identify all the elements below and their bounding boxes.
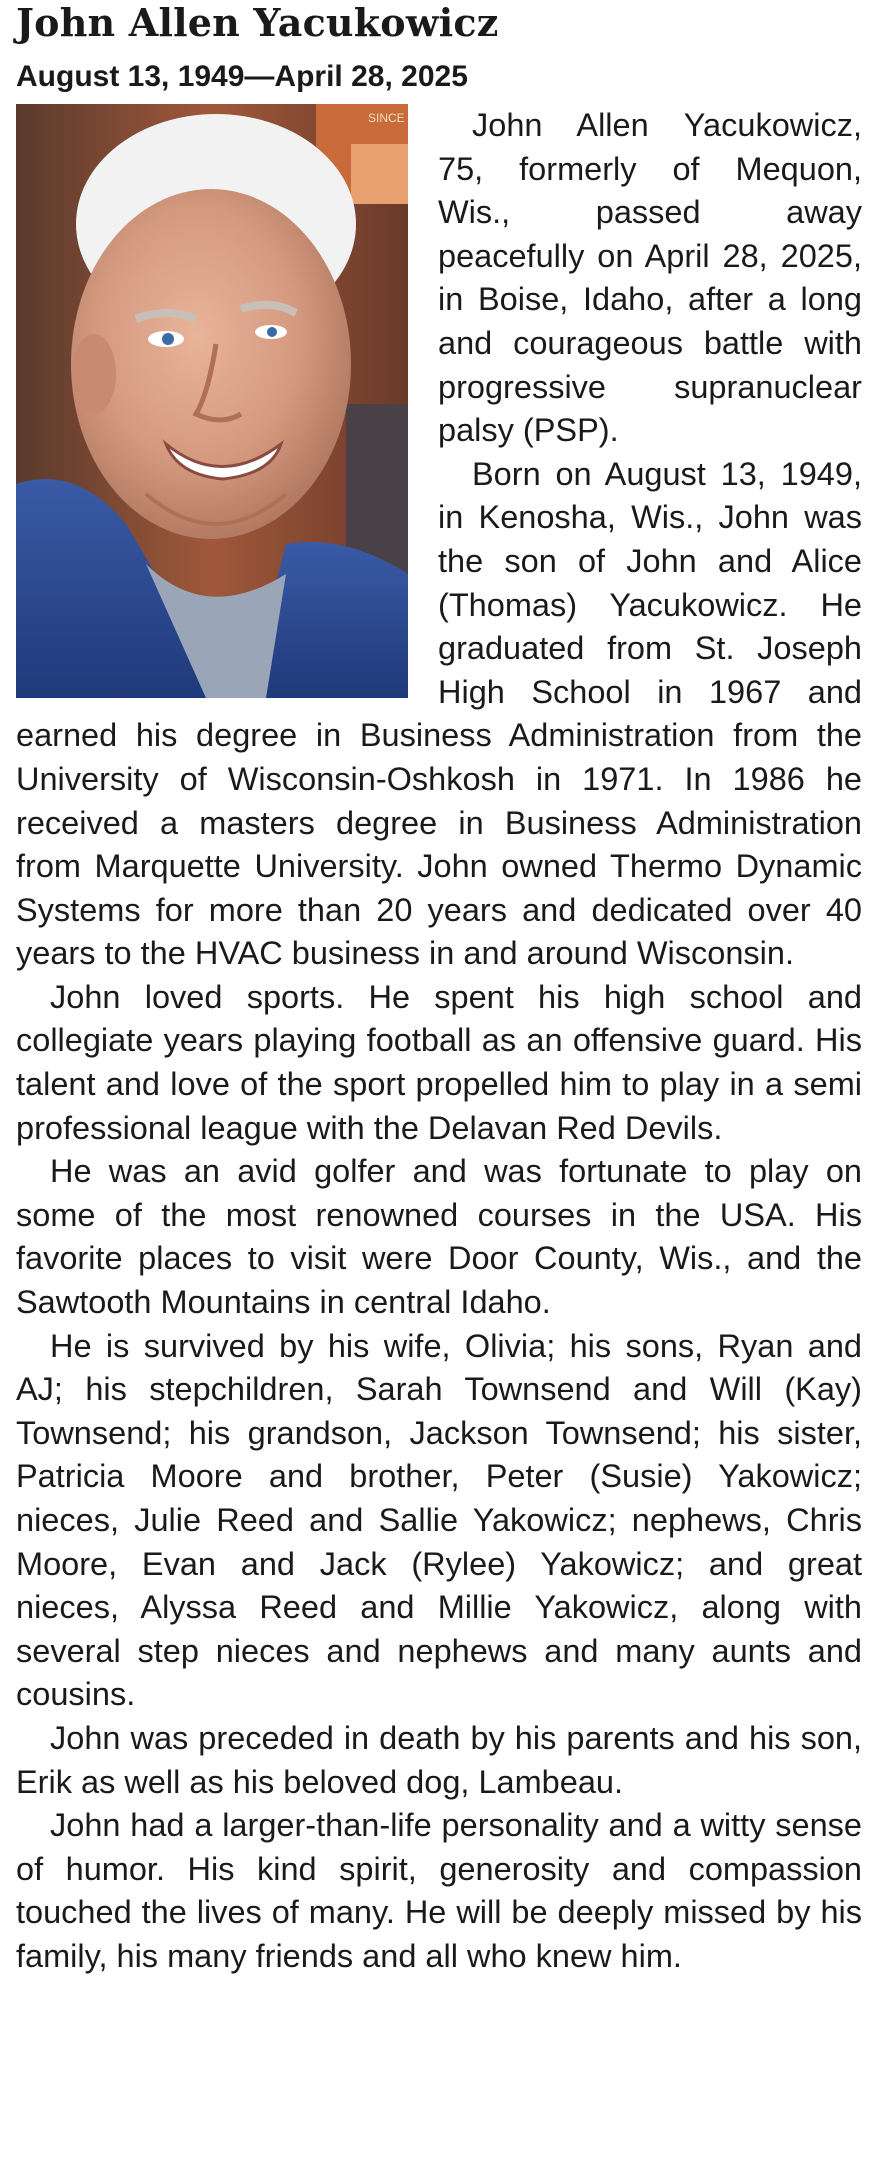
paragraph-4: He was an avid golfer and was fortunate to play on some of the most renowned courses in the USA. His favorite places to visit were Door County, Wis., and the Sawtooth Mountains in central Idaho. [16,1153,862,1321]
obituary-dates: August 13, 1949—April 28, 2025 [16,60,468,93]
obituary-name: John Allen Yacukowicz [16,0,499,45]
paragraph-1: John Allen Yacukowicz, 75, formerly of Mequon, Wis., passed away peacefully on April 28, 2025, in Boise, Idaho, after a long and courageous battle with progressive supranuclear palsy (PSP). [438,107,862,449]
paragraph-5: He is survived by his wife, Olivia; his sons, Ryan and AJ; his stepchildren, Sarah Townsend and Will (Kay) Townsend; his grandson, Jackson Townsend; his sister, Patricia Moore and brother, Peter (Susie) Yakowicz; nieces, Julie Reed and Sallie Yakowicz; nephews, Chris Moore, Evan and Jack (Rylee) Yakowicz; and great nieces, Alyssa Reed and Millie Yakowicz, along with several step nieces and nephews and many aunts and cousins. [16,1327,862,1713]
paragraph-7: John had a larger-than-life personality and a witty sense of humor. His kind spirit, generosity and compassion touched the lives of many. He will be deeply missed by his family, his many friends and all who knew him. [16,1807,862,1974]
paragraph-3: John loved sports. He spent his high school and collegiate years playing football as an offensive guard. His talent and love of the sport propelled him to play in a semi professional league with the Delavan Red Devils. [16,978,862,1146]
obituary [16,0,862,1979]
paragraph-6: John was preceded in death by his parents and his son, Erik as well as his beloved dog, Lambeau. [16,1719,862,1800]
paragraph-2: Born on August 13, 1949, in Kenosha, Wis., John was the son of John and Alice (Thomas) Yacukowicz. He graduated from St. Joseph High School in 1967 and earned his degree in Business Administration from the University of Wisconsin-Oshkosh in 1971. In 1986 he received a masters degree in Business Administration from Marquette University. John owned Thermo Dynamic Systems for more than 20 years and dedicated over 40 years to the HVAC business in and around Wisconsin. [16,455,862,972]
portrait-photo [16,104,408,698]
sign-text: SINCE [368,111,405,125]
portrait-illustration [16,104,408,698]
obituary-body [16,104,862,1979]
